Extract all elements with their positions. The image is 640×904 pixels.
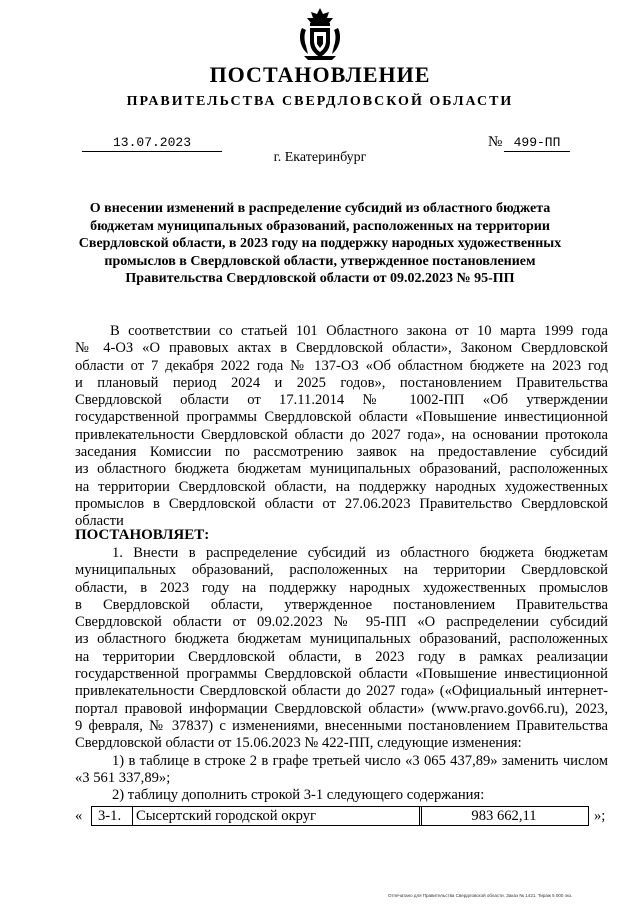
municipality-cell: Сысертский городской округ [132, 806, 422, 826]
text-line: 1) в таблице в строке 2 в графе третьей число «3 065 437,89» заменить числом [112, 752, 608, 769]
open-quote: « [75, 808, 83, 824]
document-heading [72, 200, 568, 288]
text-line: 9 февраля, № 37837) с изменениями, внесенными постановлением Правительства [75, 717, 608, 734]
text-line: области [75, 513, 124, 530]
text-line: портал правовой информации Свердловской области» (www.pravo.gov66.ru), 2023, [75, 700, 608, 717]
decision-paragraph [75, 545, 608, 804]
print-footer: Отпечатано для Правительства Свердловской области. Заказ № 1421. Тираж 5 000 экз. [388, 893, 573, 898]
text-line: промыслов в Свердловской области от 27.06.2023 Правительство Свердловской [75, 495, 608, 512]
document-date: 13.07.2023 [82, 135, 222, 152]
text-line: привлекательности Свердловской области до 2027 года» («Официальный интернет- [75, 683, 608, 700]
text-line: из областного бюджета бюджетам муниципальных образований, расположенных [75, 461, 608, 478]
text-line: на территории Свердловской области, в 2023 году в рамках реализации [75, 648, 608, 665]
text-line: области от 7 декабря 2022 года № 137-ОЗ «Об областном бюджете на 2023 год [75, 357, 608, 374]
text-line: государственной программы Свердловской области «Повышение инвестиционной [75, 409, 608, 426]
text-line: Свердловской области от 17.11.2014 № 1002-ПП «Об утверждении [75, 392, 608, 409]
text-line: и плановый период 2024 и 2025 годов», постановлением Правительства [75, 374, 608, 391]
heading-line: Свердловской области, в 2023 году на поддержку народных художественных [78, 236, 562, 251]
heading-line: бюджетам муниципальных образований, расположенных на территории [90, 218, 550, 234]
heading-line: Правительства Свердловской области от 09.02.2023 № 95-ПП [125, 271, 515, 286]
document-type-title: ПОСТАНОВЛЕНИЕ [209, 62, 431, 87]
text-line: на территории Свердловской области, на поддержку народных художественных [75, 478, 608, 495]
text-line: привлекательности Свердловской области до 2027 года», на основании протокола [75, 426, 608, 443]
city-name: г. Екатеринбург [273, 150, 367, 165]
issuing-authority: ПРАВИТЕЛЬСТВА СВЕРДЛОВСКОЙ ОБЛАСТИ [126, 94, 514, 109]
document-number: 499-ПП [504, 135, 570, 152]
text-line: № 4-ОЗ «О правовых актах в Свердловской области», Законом Свердловской [75, 340, 608, 357]
heading-line: промыслов в Свердловской области, утвержденное постановлением [104, 253, 536, 269]
text-line: в Свердловской области, утвержденное постановлением Правительства [75, 596, 608, 613]
text-line: «3 561 337,89»; [75, 769, 171, 786]
preamble-paragraph [75, 323, 608, 531]
heading-line: О внесении изменений в распределение субсидий из областного бюджета [89, 201, 551, 216]
number-label: № [488, 134, 503, 150]
text-line: области, в 2023 году на поддержку народных художественных промыслов [75, 579, 608, 596]
text-line: государственной программы Свердловской области «Повышение инвестиционной [75, 666, 608, 683]
amount-cell: 983 662,11 [419, 806, 589, 826]
decree-word: ПОСТАНОВЛЯЕТ: [75, 527, 210, 543]
text-line: Свердловской области от 09.02.2023 № 95-ПП «О распределении субсидий [75, 614, 608, 631]
close-quote: »; [594, 808, 606, 824]
text-line: муниципальных образований, расположенных на территории Свердловской [75, 562, 608, 579]
coat-of-arms-icon [296, 6, 344, 62]
row-number-cell: 3-1. [91, 806, 133, 826]
text-line: 1. Внести в распределение субсидий из областного бюджета бюджетам [112, 545, 608, 561]
table-row [75, 806, 608, 826]
text-line: из областного бюджета бюджетам муниципальных образований, расположенных [75, 631, 608, 648]
text-line: заседания Комиссии по рассмотрению заявок на предоставление субсидий [75, 444, 608, 461]
text-line: 2) таблицу дополнить строкой 3-1 следующего содержания: [112, 787, 485, 804]
text-line: В соответствии со статьей 101 Областного закона от 10 марта 1999 года [110, 323, 608, 339]
text-line: Свердловской области от 15.06.2023 № 422-ПП, следующие изменения: [75, 735, 522, 752]
